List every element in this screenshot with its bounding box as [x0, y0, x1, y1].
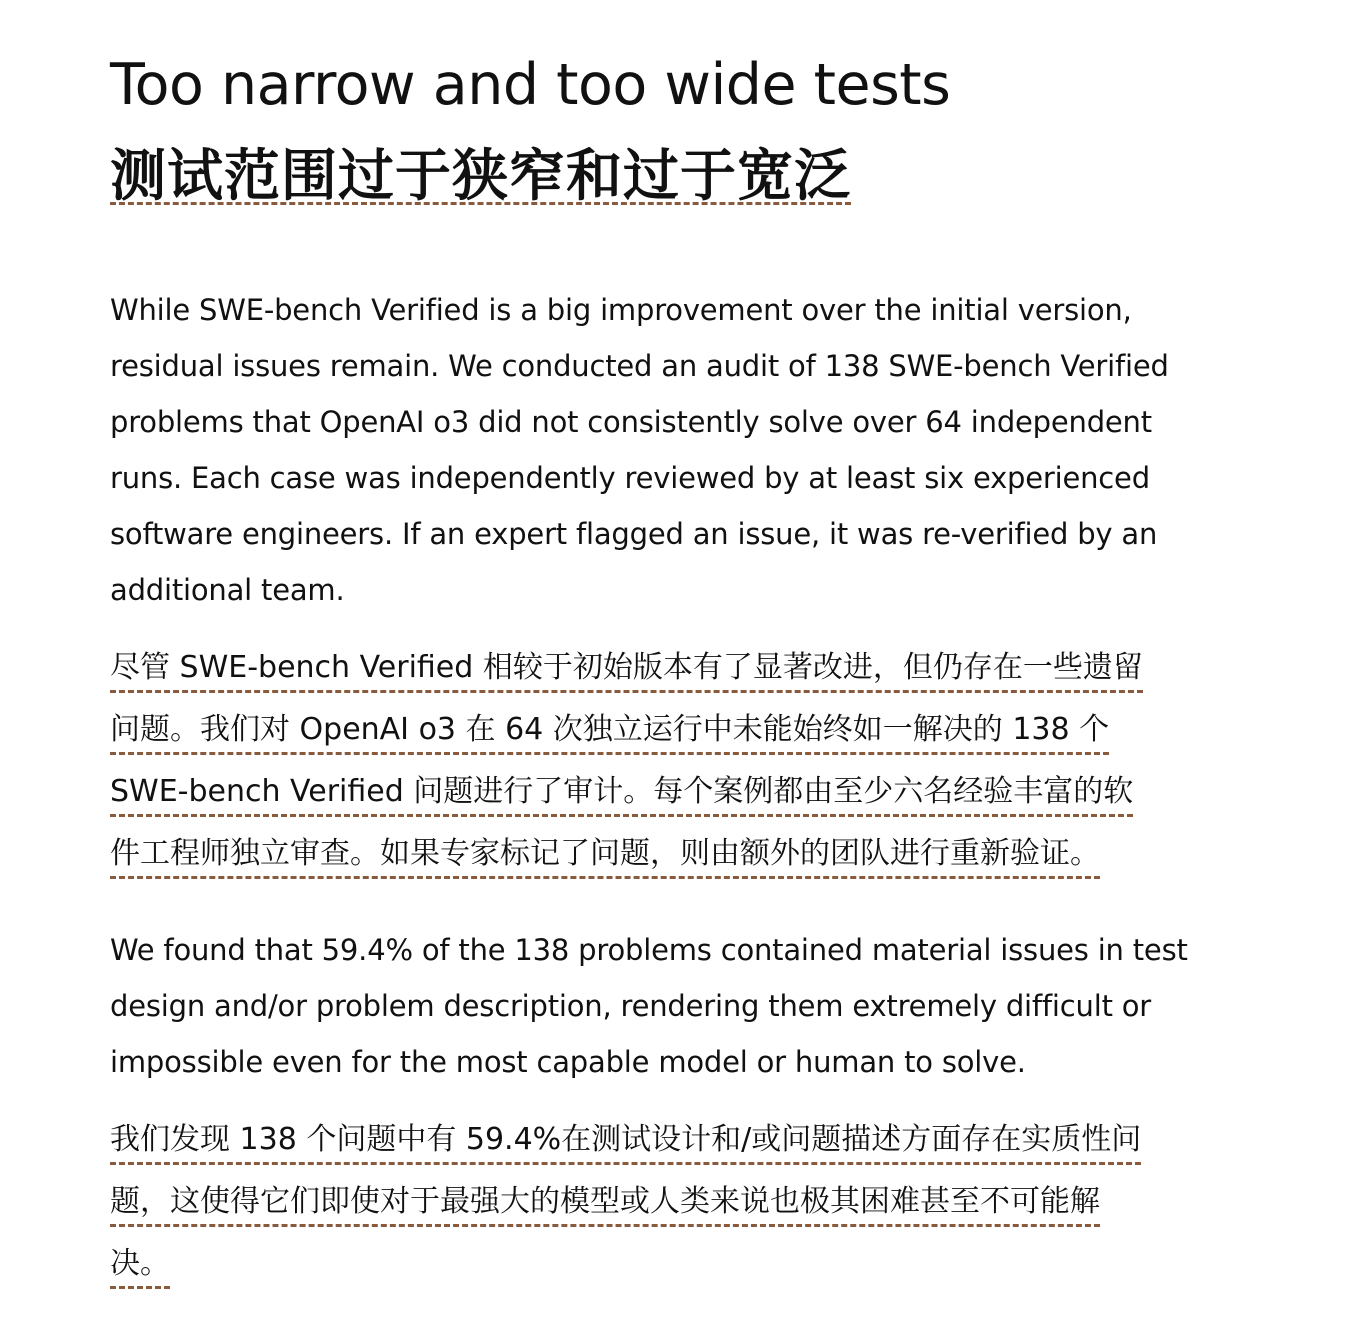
heading-chinese: 测试范围过于狭窄和过于宽泛: [110, 144, 851, 209]
paragraph-2-chinese: [110, 1112, 1250, 1298]
paragraph-1-english: [110, 282, 1250, 618]
translation-line: 问题。我们对 OpenAI o3 在 64 次独立运行中未能始终如一解决的 138 个: [110, 708, 1109, 755]
translation-line: 我们发现 138 个问题中有 59.4%在测试设计和/或问题描述方面存在实质性问: [110, 1118, 1141, 1165]
text-line: additional team.: [110, 573, 345, 607]
paragraph-2-english: [110, 922, 1250, 1090]
text-line: While SWE-bench Verified is a big improvement over the initial version,: [110, 293, 1132, 327]
heading-english: Too narrow and too wide tests: [110, 52, 951, 118]
translation-line: 决。: [110, 1242, 170, 1289]
text-line: We found that 59.4% of the 138 problems contained material issues in test: [110, 933, 1188, 967]
text-line: runs. Each case was independently reviewed by at least six experienced: [110, 461, 1150, 495]
text-line: residual issues remain. We conducted an audit of 138 SWE-bench Verified: [110, 349, 1169, 383]
text-line: problems that OpenAI o3 did not consistently solve over 64 independent: [110, 405, 1152, 439]
translation-line: 题，这使得它们即使对于最强大的模型或人类来说也极其困难甚至不可能解: [110, 1180, 1100, 1227]
translation-line: SWE-bench Verified 问题进行了审计。每个案例都由至少六名经验丰富的软: [110, 770, 1133, 817]
translation-line: 尽管 SWE-bench Verified 相较于初始版本有了显著改进，但仍存在一些遗留: [110, 646, 1143, 693]
translation-line: 件工程师独立审查。如果专家标记了问题，则由额外的团队进行重新验证。: [110, 832, 1100, 879]
text-line: impossible even for the most capable model or human to solve.: [110, 1045, 1026, 1079]
paragraph-1-chinese: [110, 640, 1250, 888]
text-line: software engineers. If an expert flagged an issue, it was re-verified by an: [110, 517, 1158, 551]
text-line: design and/or problem description, rendering them extremely difficult or: [110, 989, 1152, 1023]
